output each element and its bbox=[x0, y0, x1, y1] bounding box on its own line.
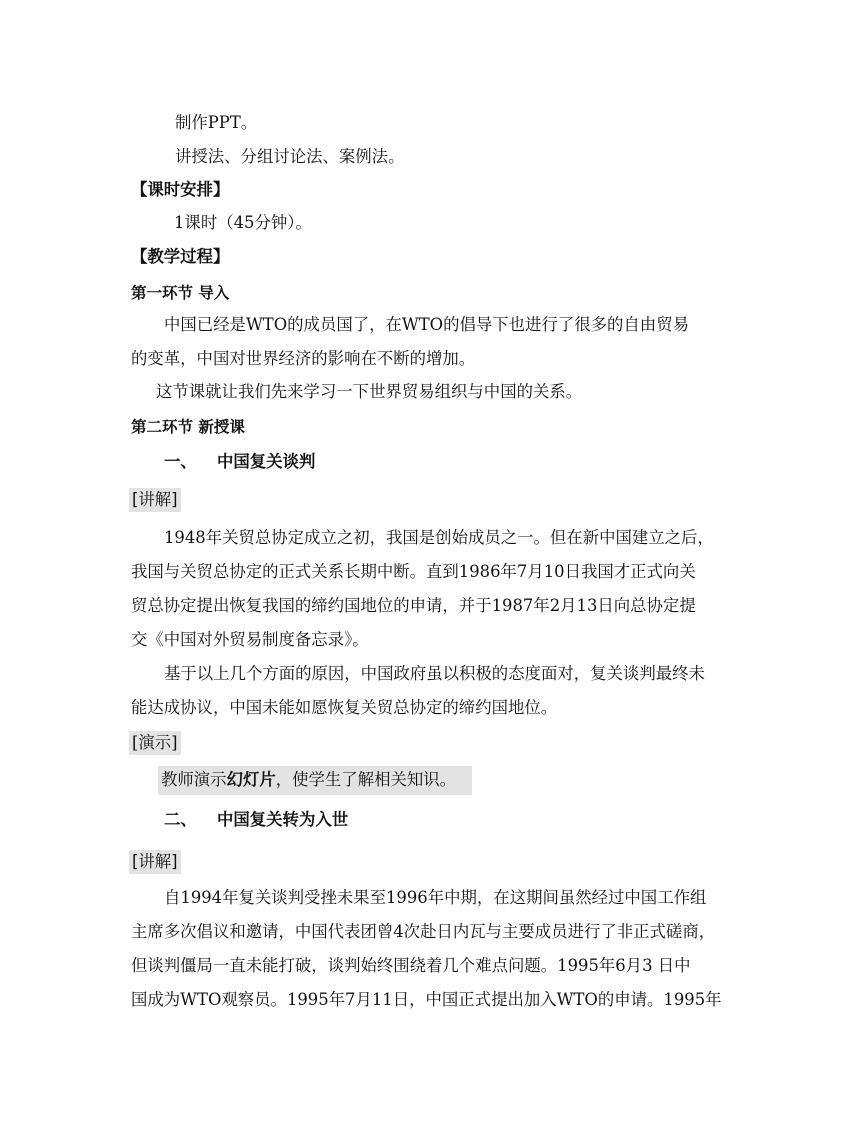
explain-tag: [讲解] bbox=[129, 488, 181, 512]
explain-tag: [讲解] bbox=[129, 850, 181, 874]
paragraph-line: 基于以上几个方面的原因，中国政府虽以积极的态度面对，复关谈判最终未 bbox=[164, 664, 705, 683]
paragraph-line: 我国与关贸总协定的正式关系长期中断。直到1986年7月10日我国才正式向关 bbox=[131, 562, 696, 581]
text-line: 讲授法、分组讨论法、案例法。 bbox=[175, 147, 405, 166]
text-line: 制作PPT。 bbox=[175, 113, 258, 132]
paragraph-line: 的变革，中国对世界经济的影响在不断的增加。 bbox=[131, 349, 476, 368]
paragraph-line: 但谈判僵局一直未能打破，谈判始终围绕着几个难点问题。1995年6月3 日中 bbox=[131, 956, 691, 975]
text-line: 1课时（45分钟）。 bbox=[174, 213, 312, 232]
demo-highlight bbox=[158, 766, 472, 795]
paragraph-line: 主席多次倡议和邀请，中国代表团曾4次赴日内瓦与主要成员进行了非正式磋商， bbox=[131, 922, 716, 941]
paragraph-line: 中国已经是WTO的成员国了，在WTO的倡导下也进行了很多的自由贸易 bbox=[164, 315, 689, 334]
paragraph-line: 贸总协定提出恢复我国的缔约国地位的申请，并于1987年2月13日向总协定提 bbox=[131, 596, 696, 615]
paragraph-line: 交《中国对外贸易制度备忘录》。 bbox=[131, 630, 369, 649]
section-heading-process: 【教学过程】 bbox=[131, 247, 230, 266]
stage-heading-2: 第二环节 新授课 bbox=[131, 418, 245, 436]
paragraph-line: 自1994年复关谈判受挫未果至1996年中期，在这期间虽然经过中国工作组 bbox=[164, 888, 707, 907]
section-heading-schedule: 【课时安排】 bbox=[131, 180, 230, 199]
topic-number-1: 一、 bbox=[164, 452, 197, 471]
demo-text-emphasis: 幻灯片 bbox=[226, 770, 276, 789]
paragraph-line: 1948年关贸总协定成立之初，我国是创始成员之一。但在新中国建立之后， bbox=[164, 528, 714, 547]
demo-tag: [演示] bbox=[129, 731, 181, 755]
stage-heading-1: 第一环节 导入 bbox=[131, 284, 230, 302]
topic-title-1: 中国复关谈判 bbox=[217, 452, 316, 471]
demo-text-pre: 教师演示 bbox=[161, 770, 227, 789]
paragraph-line: 这节课就让我们先来学习一下世界贸易组织与中国的关系。 bbox=[156, 382, 583, 401]
paragraph-line: 能达成协议，中国未能如愿恢复关贸总协定的缔约国地位。 bbox=[131, 698, 558, 717]
topic-number-2: 二、 bbox=[164, 810, 197, 829]
paragraph-line: 国成为WTO观察员。1995年7月11日，中国正式提出加入WTO的申请。1995年 bbox=[131, 990, 722, 1009]
topic-title-2: 中国复关转为入世 bbox=[217, 810, 349, 829]
demo-text-post: ，使学生了解相关知识。 bbox=[275, 770, 457, 789]
